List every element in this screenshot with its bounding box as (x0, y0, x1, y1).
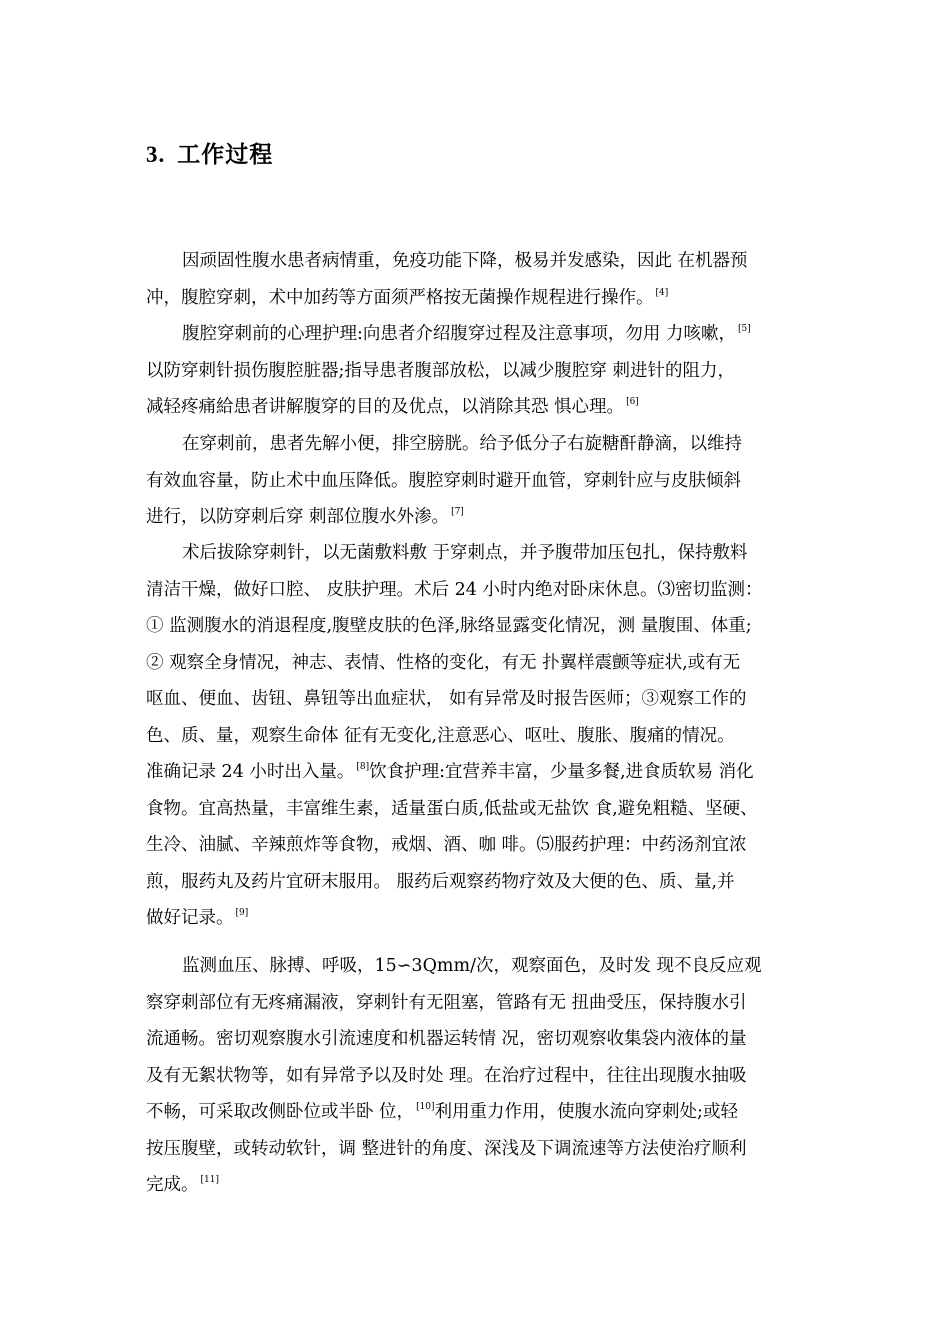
paragraph (146, 243, 826, 316)
line-text: 食物。宜高热量，丰富维生素，适量蛋白质,低盐或无盐饮 食,避免粗糙、坚硬、 (146, 798, 758, 819)
line-text: 流通畅。密切观察腹水引流速度和机器运转情 况，密切观察收集袋内液体的量 (146, 1029, 747, 1049)
paragraph (146, 948, 826, 1204)
line-text: 因顽固性腹水患者病情重，免疫功能下降，极易并发感染，因此 在机器预 (182, 251, 748, 271)
line-text: 呕血、便血、齿钮、鼻钮等出血症状， 如有异常及时报告医师；③观察工作的 (146, 689, 747, 709)
line-text: 不畅，可采取改侧卧位或半卧 位， (146, 1102, 415, 1122)
line-text: 冲，腹腔穿刺，术中加药等方面须严格按无菌操作规程进行操作。 (146, 287, 654, 308)
line-text: 腹腔穿刺前的心理护理:向患者介绍腹穿过程及注意事项，勿用 力咳嗽， (182, 324, 736, 344)
text-line (146, 426, 826, 463)
citation-ref: [7] (451, 507, 464, 517)
text-line (146, 1131, 826, 1168)
line-text: ① 监测腹水的消退程度,腹壁皮肤的色泽,脉络显露变化情况，测 量腹围、体重; (146, 616, 752, 636)
line-text: 色、质、量，观察生命体 征有无变化,注意恶心、呕吐、腹胀、腹痛的情况。 (146, 725, 735, 746)
text-line (146, 718, 826, 755)
line-text: 进行，以防穿刺后穿 刺部位腹水外渗。 (146, 507, 450, 527)
text-line (146, 645, 826, 682)
text-line (146, 791, 826, 828)
paragraph (146, 426, 826, 536)
line-text: ② 观察全身情况，神志、表情、性格的变化，有无 扑翼样震颤等症状,或有无 (146, 652, 741, 673)
text-line (146, 572, 826, 609)
line-text: 生冷、油腻、辛辣煎炸等食物，戒烟、酒、咖 啡。⑸服药护理：中药汤剂宜浓 (146, 835, 747, 855)
line-text: 以防穿刺针损伤腹腔脏器;指导患者腹部放松，以减少腹腔穿 刺进针的阻力， (146, 360, 735, 381)
line-text: 做好记录。 (146, 908, 234, 928)
text-line (146, 900, 826, 937)
citation-ref: [11] (200, 1175, 219, 1185)
line-text: 有效血容量，防止术中血压降低。腹腔穿刺时避开血管，穿刺针应与皮肤倾斜 (146, 470, 741, 491)
text-line (146, 243, 826, 280)
text-line (146, 1094, 826, 1131)
text-line (146, 985, 826, 1022)
line-text: 完成。 (146, 1175, 199, 1195)
text-line (146, 608, 826, 645)
line-text-continued: 利用重力作用，使腹水流向穿刺处;或轻 (434, 1102, 738, 1122)
text-line (146, 463, 826, 500)
line-text: 及有无絮状物等，如有异常予以及时处 理。在治疗过程中，往往出现腹水抽吸 (146, 1065, 747, 1086)
text-line (146, 499, 826, 536)
text-line (146, 389, 826, 426)
line-text: 察穿刺部位有无疼痛漏液，穿刺针有无阻塞，管路有无 扭曲受压，保持腹水引 (146, 992, 747, 1013)
line-text-continued: 饮食护理:宜营养丰富，少量多餐,进食质软易 消化 (369, 762, 754, 782)
text-line (146, 1058, 826, 1095)
line-text: 术后拔除穿刺针，以无菌敷料敷 于穿刺点，并予腹带加压包扎，保持敷料 (182, 543, 748, 563)
text-line (146, 535, 826, 572)
line-text: 按压腹壁，或转动软针，调 整进针的角度、深浅及下调流速等方法使治疗顺利 (146, 1138, 747, 1159)
text-line (146, 316, 826, 353)
text-line (146, 948, 826, 985)
text-line (146, 864, 826, 901)
paragraph (146, 535, 826, 937)
section-title: 工作过程 (177, 141, 274, 168)
line-text: 监测血压、脉搏、呼吸，15∽3Qmm/次，观察面色，及时发 现不良反应观 (182, 956, 762, 976)
text-line (146, 827, 826, 864)
section-number: 3. (146, 142, 166, 167)
paragraph (146, 316, 826, 426)
text-line (146, 1167, 826, 1204)
line-text: 清洁干燥，做好口腔、 皮肤护理。术后 24 小时内绝对卧床休息。⑶密切监测： (146, 579, 763, 600)
text-line (146, 280, 826, 317)
citation-ref: [6] (626, 397, 639, 407)
section-heading (146, 136, 273, 169)
text-line (146, 754, 826, 791)
text-line (146, 353, 826, 390)
text-line (146, 1021, 826, 1058)
line-text: 煎，服药丸及药片宜研末服用。 服药后观察药物疗效及大便的色、质、量,并 (146, 871, 735, 892)
citation-ref: [8] (356, 762, 370, 772)
line-text: 减轻疼痛給患者讲解腹穿的目的及优点，以消除其恐 惧心理。 (146, 397, 625, 417)
text-line (146, 681, 826, 718)
line-text: 准确记录 24 小时出入量。 (146, 762, 355, 782)
citation-ref: [4] (655, 287, 669, 298)
citation-ref: [10] (416, 1102, 435, 1112)
citation-ref: [9] (235, 908, 249, 918)
line-text: 在穿刺前，患者先解小便，排空膀胱。给予低分子右旋糖酐静滴，以维持 (182, 434, 742, 454)
citation-ref: [5] (737, 324, 751, 334)
